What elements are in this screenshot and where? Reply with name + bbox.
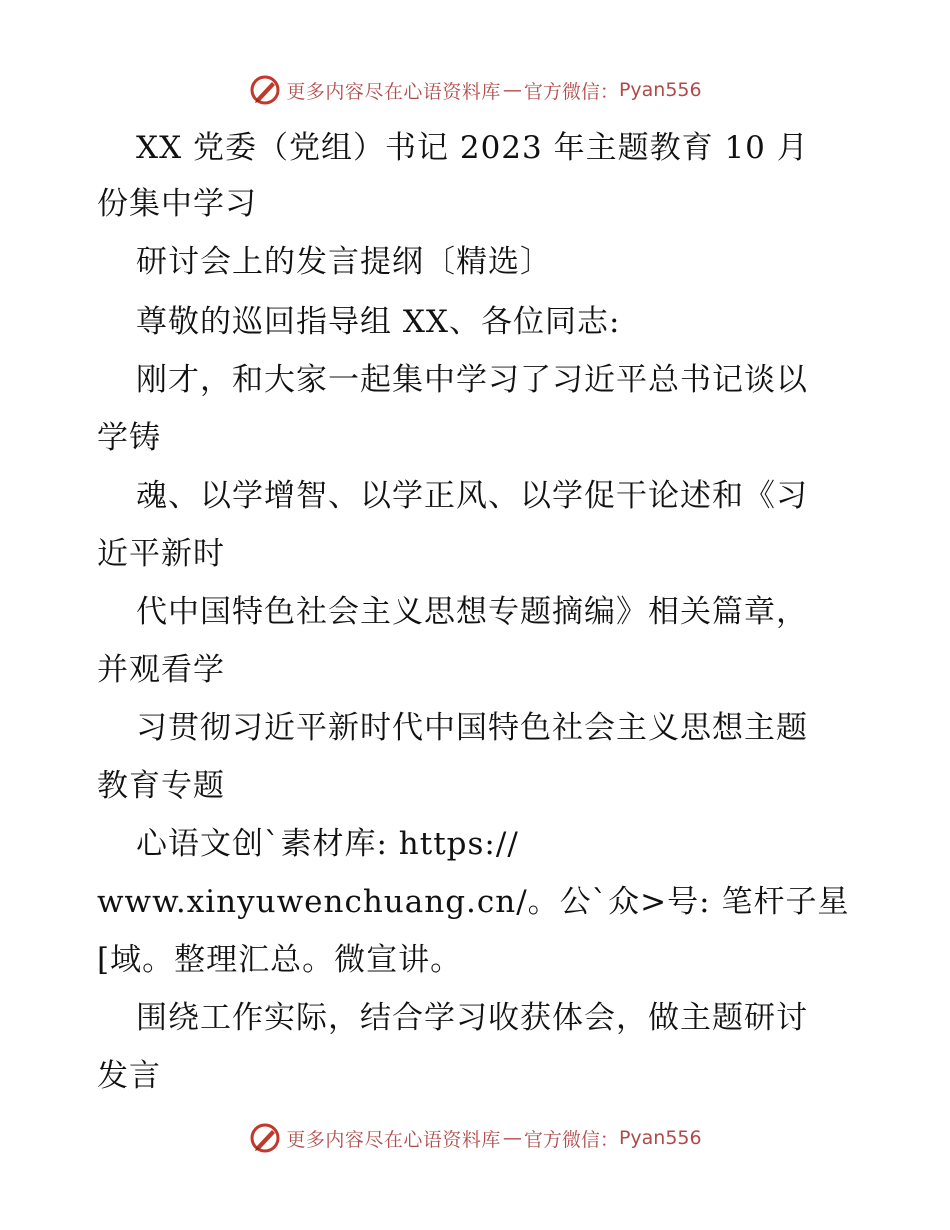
text-line: 代中国特色社会主义思想专题摘编》相关篇章， <box>136 594 808 630</box>
text-line: www.xinyuwenchuang.cn/。公`众>号: 笔杆子星 <box>97 884 850 920</box>
text-line: 刚才，和大家一起集中学习了习近平总书记谈以 <box>136 362 808 398</box>
text-line: 发言 <box>97 1058 161 1094</box>
text-line: [域。整理汇总。微宣讲。 <box>97 942 463 978</box>
text-line: 围绕工作实际，结合学习收获体会，做主题研讨 <box>136 1000 808 1036</box>
text-line: XX 党委（党组）书记 2023 年主题教育 10 月 <box>136 130 809 166</box>
text-line: 习贯彻习近平新时代中国特色社会主义思想主题 <box>136 710 808 746</box>
text-line: 魂、以学增智、以学正风、以学促干论述和《习 <box>136 478 808 514</box>
banner-wechat-id: Pyan556 <box>618 1127 702 1149</box>
banner-wechat-label: 官方微信： <box>523 80 619 103</box>
text-line: 学铸 <box>97 420 161 456</box>
banner-separator: — <box>502 1127 522 1149</box>
text-line: 并观看学 <box>97 652 225 688</box>
header-watermark-banner <box>0 70 950 110</box>
text-line: 近平新时 <box>97 536 225 572</box>
pen-logo-icon <box>248 73 282 107</box>
text-line: 心语文创`素材库: https:// <box>136 826 519 862</box>
text-line: 研讨会上的发言提纲〔精选〕 <box>136 244 552 280</box>
banner-wechat-id: Pyan556 <box>618 79 702 101</box>
footer-watermark-banner <box>0 1118 950 1158</box>
banner-separator: — <box>502 79 522 101</box>
banner-wechat-label: 官方微信： <box>523 1128 619 1151</box>
text-line: 教育专题 <box>97 768 225 804</box>
banner-text: 更多内容尽在心语资料库 <box>286 80 501 103</box>
pen-logo-icon <box>248 1121 282 1155</box>
text-line: 尊敬的巡回指导组 XX、各位同志: <box>136 304 621 340</box>
banner-text: 更多内容尽在心语资料库 <box>286 1128 501 1151</box>
text-line: 份集中学习 <box>97 186 257 222</box>
